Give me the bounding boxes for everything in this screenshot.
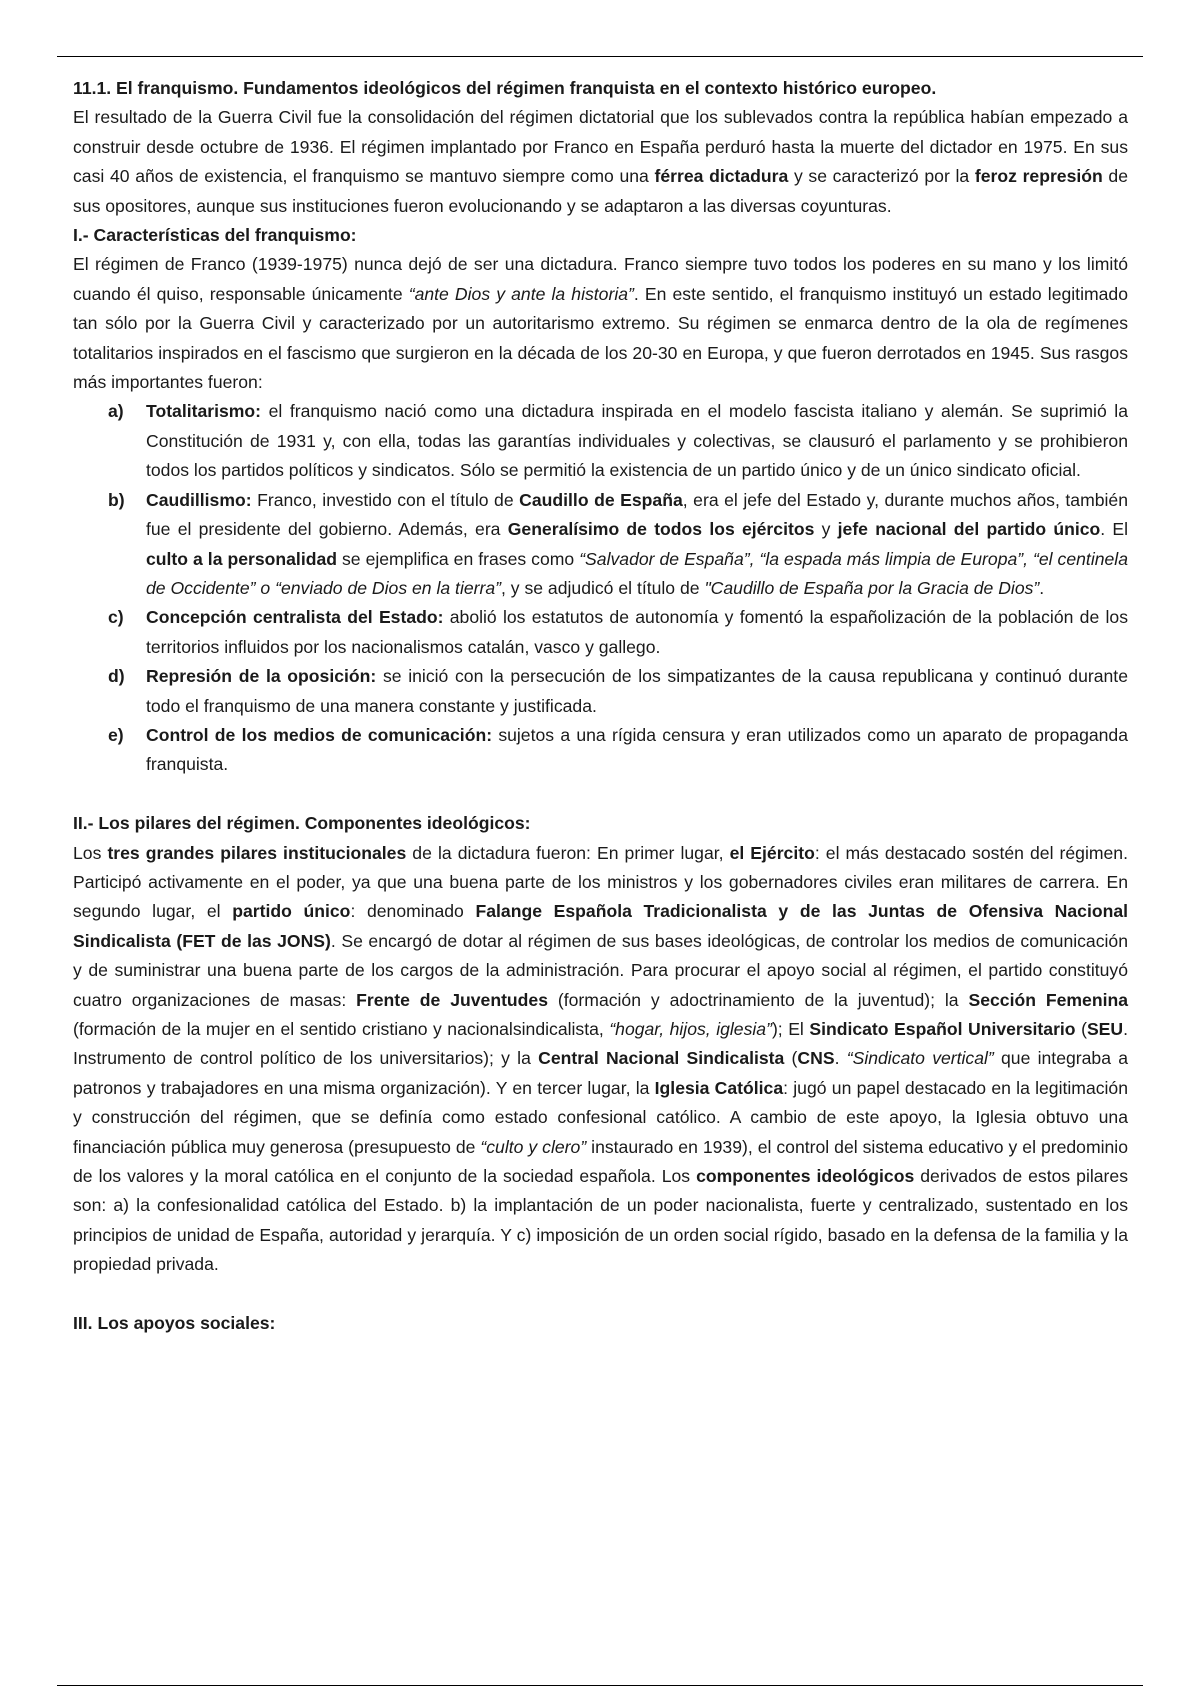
italic-text: "Caudillo de España por la Gracia de Dios” — [704, 577, 1040, 598]
text-run: y — [814, 519, 838, 540]
bold-text: Concepción centralista del Estado: — [146, 607, 444, 628]
text-run: El régimen de Franco (1939-1975) nunca dejó de ser una dictadura. Franco siempre tuvo todos los poderes en su mano y los limitó cuando él quiso, responsable únicamente — [73, 254, 1128, 304]
text-run: . En este sentido, el franquismo instituyó un estado legitimado tan sólo por la Guerra Civil y caracterizado por un autoritarismo extremo. Su régimen se enmarca dentro de la ola de regímenes totalitarios inspirados en el fascismo que surgieron en la década de los 20-30 en Europa, y que fueron derrotados en 1945. Sus rasgos más importantes fueron: — [73, 283, 1128, 393]
top-rule — [57, 56, 1143, 57]
text-run: . Se encargó de dotar al régimen de sus bases ideológicas, de controlar los medios de comunicación y de suministrar una buena parte de los cargos de la administración. Para procurar el apoyo social al régimen, el partido constituyó cuatro organizaciones de masas: — [73, 930, 1128, 1010]
bold-text: Represión de la oposición: — [146, 666, 377, 687]
text-run: . — [834, 1048, 847, 1069]
list-marker: c) — [108, 607, 124, 628]
list-marker: d) — [108, 666, 125, 687]
bold-text: SEU — [1086, 1018, 1124, 1039]
bold-text: el Ejército — [729, 842, 815, 863]
bold-text: culto a la personalidad — [146, 548, 337, 569]
text-run: ); El — [771, 1018, 810, 1039]
text-run: , era el jefe del Estado y, durante muchos años, también fue el presidente del gobierno. Además, era — [146, 489, 1128, 540]
caracteristicas-list — [73, 397, 1128, 779]
bold-text: tres grandes pilares institucionales — [107, 842, 407, 863]
text-run: derivados de estos pilares son: a) la confesionalidad católica del Estado. b) la implantación de un poder nacionalista, fuerte y centralizado, sustentado en los principios de unidad de España, autoridad y jerarquía. Y c) imposición de un orden social rígido, basado en la defensa de la familia y la propiedad privada. — [73, 1166, 1128, 1275]
bold-text: Caudillo de España — [519, 489, 683, 510]
list-item — [73, 486, 1128, 604]
text-run: se ejemplifica en frases como — [336, 548, 580, 569]
list-item — [73, 721, 1128, 780]
text-run: abolió los estatutos de autonomía y fomentó la españolización de la población de los territorios influidos por los nacionalismos catalán, vasco y gallego. — [146, 607, 1129, 657]
italic-text: “hogar, hijos, iglesia” — [609, 1018, 772, 1039]
list-marker: b) — [108, 489, 125, 510]
section-spacer — [73, 780, 1128, 809]
bold-text: partido único — [232, 901, 351, 922]
bold-text: Iglesia Católica — [654, 1077, 784, 1098]
bottom-rule — [57, 1685, 1143, 1686]
text-run: Franco, investido con el título de — [251, 489, 520, 510]
italic-text: “Salvador de España”, “la espada más limpia de Europa”, “el centinela de Occidente” o “enviado de Dios en la tierra” — [146, 548, 1128, 598]
text-run: Los — [73, 842, 108, 863]
text-run: . — [1039, 577, 1045, 598]
text-run: (formación de la mujer en el sentido cristiano y nacionalsindicalista, — [73, 1018, 610, 1039]
caracteristicas-paragraph — [73, 250, 1128, 397]
bold-text: Sindicato Español Universitario — [809, 1018, 1076, 1039]
bold-text: CNS — [797, 1048, 835, 1069]
text-run: . El — [1100, 519, 1129, 540]
list-marker: e) — [108, 724, 124, 745]
bold-text: férrea dictadura — [654, 166, 789, 187]
document-title: 11.1. El franquismo. Fundamentos ideológicos del régimen franquista en el contexto histórico europeo. — [73, 78, 937, 98]
list-item — [73, 603, 1128, 662]
italic-text: “Sindicato vertical” — [846, 1048, 994, 1069]
list-item — [73, 397, 1128, 485]
italic-text: “culto y clero” — [480, 1136, 587, 1157]
bold-text: Control de los medios de comunicación: — [146, 724, 493, 745]
text-run: : el más destacado sostén del régimen. Participó activamente en el poder, ya que una buena parte de los ministros y los gobernadores civiles eran militares de carrera. En segundo lugar, el — [73, 842, 1128, 922]
text-run: . Instrumento de control político de los universitarios); y la — [73, 1018, 1129, 1069]
text-run: , y se adjudicó el título de — [501, 577, 705, 598]
text-run: : denominado — [350, 901, 476, 922]
italic-text: “ante Dios y ante la historia” — [408, 283, 634, 304]
text-run: instaurado en 1939), el control del sistema educativo y el predominio de los valores y la moral católica en el conjunto de la sociedad española. Los — [73, 1136, 1129, 1187]
section-spacer — [73, 1280, 1128, 1309]
text-run: : jugó un papel destacado en la legitimación y construcción del régimen, que se definía como estado confesional católico. A cambio de este apoyo, la Iglesia obtuvo una financiación pública muy generosa (presupuesto de — [73, 1077, 1129, 1157]
bold-text: Central Nacional Sindicalista — [538, 1048, 785, 1069]
text-run: El resultado de la Guerra Civil fue la consolidación del régimen dictatorial que los sublevados contra la república habían empezado a construir desde octubre de 1936. El régimen implantado por Franco en España perduró hasta la muerte del dictador en 1975. En sus casi 40 años de existencia, el franquismo se mantuvo siempre como una — [73, 107, 1128, 187]
bold-text: Sección Femenina — [968, 989, 1128, 1010]
bold-text: Totalitarismo: — [146, 401, 262, 422]
text-run: que integraba a patronos y trabajadores en una misma organización). Y en tercer lugar, la — [73, 1048, 1128, 1098]
bold-text: Caudillismo: — [146, 489, 252, 510]
text-run: de sus opositores, aunque sus instituciones fueron evolucionando y se adaptaron a las diversas coyunturas. — [73, 166, 1128, 216]
section-heading-caracteristicas: I.- Características del franquismo: — [73, 225, 357, 246]
list-marker: a) — [108, 401, 124, 422]
list-item — [73, 662, 1128, 721]
text-run: ( — [1075, 1018, 1087, 1039]
text-run: se inició con la persecución de los simpatizantes de la causa republicana y continuó durante todo el franquismo de una manera constante y justificada. — [146, 666, 1128, 716]
text-run: el franquismo nació como una dictadura inspirada en el modelo fascista italiano y alemán. Se suprimió la Constitución de 1931 y, con ella, todas las garantías individuales y colectivas, se clausuró el parlamento y se prohibieron todos los partidos políticos y sindicatos. Sólo se permitió la existencia de un partido único y de un único sindicato oficial. — [146, 401, 1128, 481]
text-run: ( — [784, 1048, 798, 1069]
text-run: sujetos a una rígida censura y eran utilizados como un aparato de propaganda franquista. — [146, 724, 1128, 775]
bold-text: feroz represión — [974, 166, 1103, 187]
bold-text: jefe nacional del partido único — [837, 519, 1101, 540]
section-heading-apoyos: III. Los apoyos sociales: — [73, 1313, 276, 1334]
pilares-paragraph — [73, 839, 1128, 1280]
bold-text: Falange Española Tradicionalista y de las Juntas de Ofensiva Nacional Sindicalista (FET de las JONS) — [73, 901, 1129, 951]
text-run: y se caracterizó por la — [788, 166, 975, 187]
document-page — [73, 74, 1128, 1338]
text-run: de la dictadura fueron: En primer lugar, — [406, 842, 730, 863]
section-heading-pilares: II.- Los pilares del régimen. Componentes ideológicos: — [73, 813, 531, 834]
bold-text: Generalísimo de todos los ejércitos — [507, 519, 815, 540]
bold-text: componentes ideológicos — [696, 1166, 915, 1187]
bold-text: Frente de Juventudes — [356, 989, 548, 1010]
intro-paragraph — [73, 103, 1128, 221]
text-run: (formación y adoctrinamiento de la juventud); la — [548, 989, 969, 1010]
